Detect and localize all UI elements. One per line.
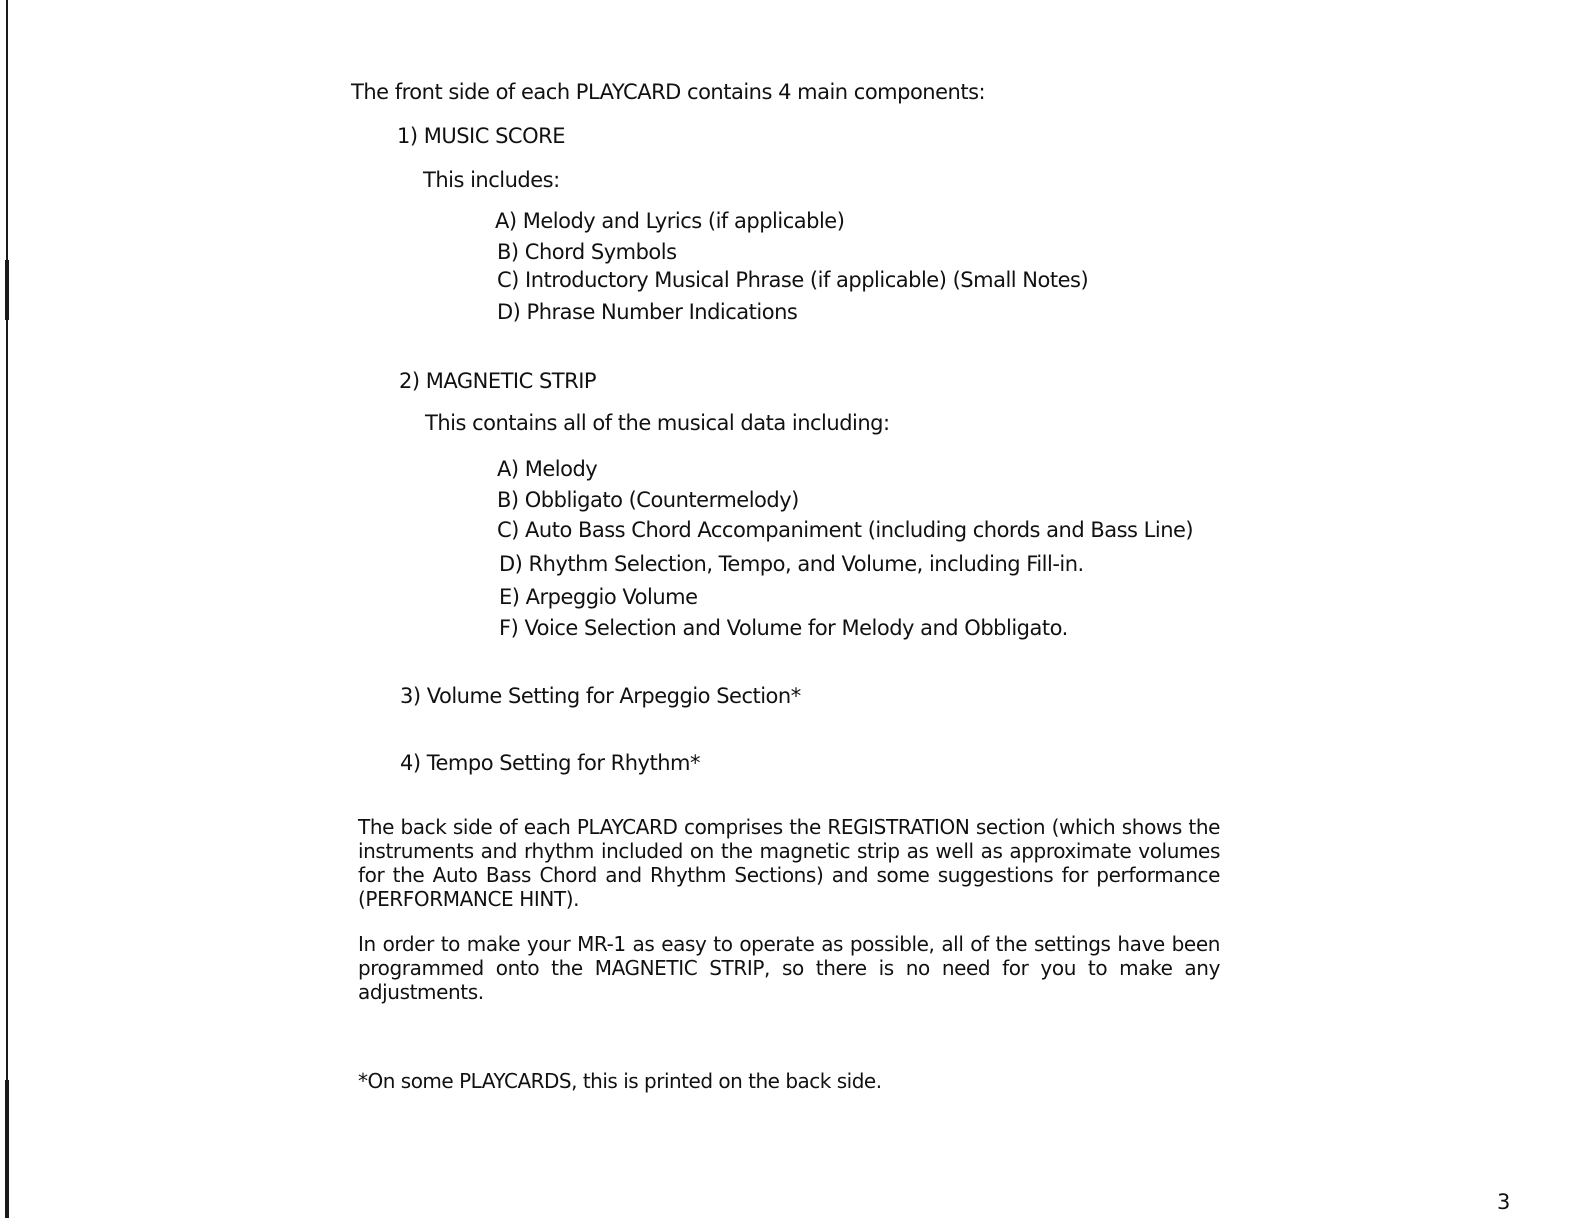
body-paragraph: In order to make your MR-1 as easy to operate as possible, all of the settings have been programmed onto the MAGNETIC STRIP, so there is no need for you to make any adjustments. xyxy=(358,932,1220,1004)
list-item: A) Melody xyxy=(497,457,598,481)
list-item: C) Introductory Musical Phrase (if applicable) (Small Notes) xyxy=(497,268,1089,292)
section-heading: 4) Tempo Setting for Rhythm* xyxy=(400,751,700,775)
footnote: *On some PLAYCARDS, this is printed on the back side. xyxy=(358,1069,882,1093)
list-item: C) Auto Bass Chord Accompaniment (including chords and Bass Line) xyxy=(497,518,1194,542)
list-item: D) Rhythm Selection, Tempo, and Volume, including Fill-in. xyxy=(499,552,1084,576)
page-number: 3 xyxy=(1497,1190,1511,1214)
list-item: D) Phrase Number Indications xyxy=(497,300,798,324)
list-item: F) Voice Selection and Volume for Melody and Obbligato. xyxy=(499,616,1068,640)
section-heading: 3) Volume Setting for Arpeggio Section* xyxy=(400,684,801,708)
list-item: B) Chord Symbols xyxy=(497,240,677,264)
body-paragraph: The back side of each PLAYCARD comprises the REGISTRATION section (which shows the instruments and rhythm included on the magnetic strip as well as approximate volumes for the Auto Bass Chord and Rhythm Sections) and some suggestions for performance (PERFORMANCE HINT). xyxy=(358,815,1220,911)
list-item: B) Obbligato (Countermelody) xyxy=(497,488,799,512)
list-item: A) Melody and Lyrics (if applicable) xyxy=(495,209,845,233)
intro-text: The front side of each PLAYCARD contains 4 main components: xyxy=(351,80,986,104)
section-heading: 2) MAGNETIC STRIP xyxy=(399,369,597,393)
section-heading: 1) MUSIC SCORE xyxy=(397,124,565,148)
section-lead: This includes: xyxy=(423,168,560,192)
list-item: E) Arpeggio Volume xyxy=(499,585,698,609)
binding-edge xyxy=(6,0,8,1218)
binding-edge-mark xyxy=(5,1080,9,1218)
binding-edge-mark xyxy=(5,260,9,320)
section-lead: This contains all of the musical data including: xyxy=(425,411,890,435)
